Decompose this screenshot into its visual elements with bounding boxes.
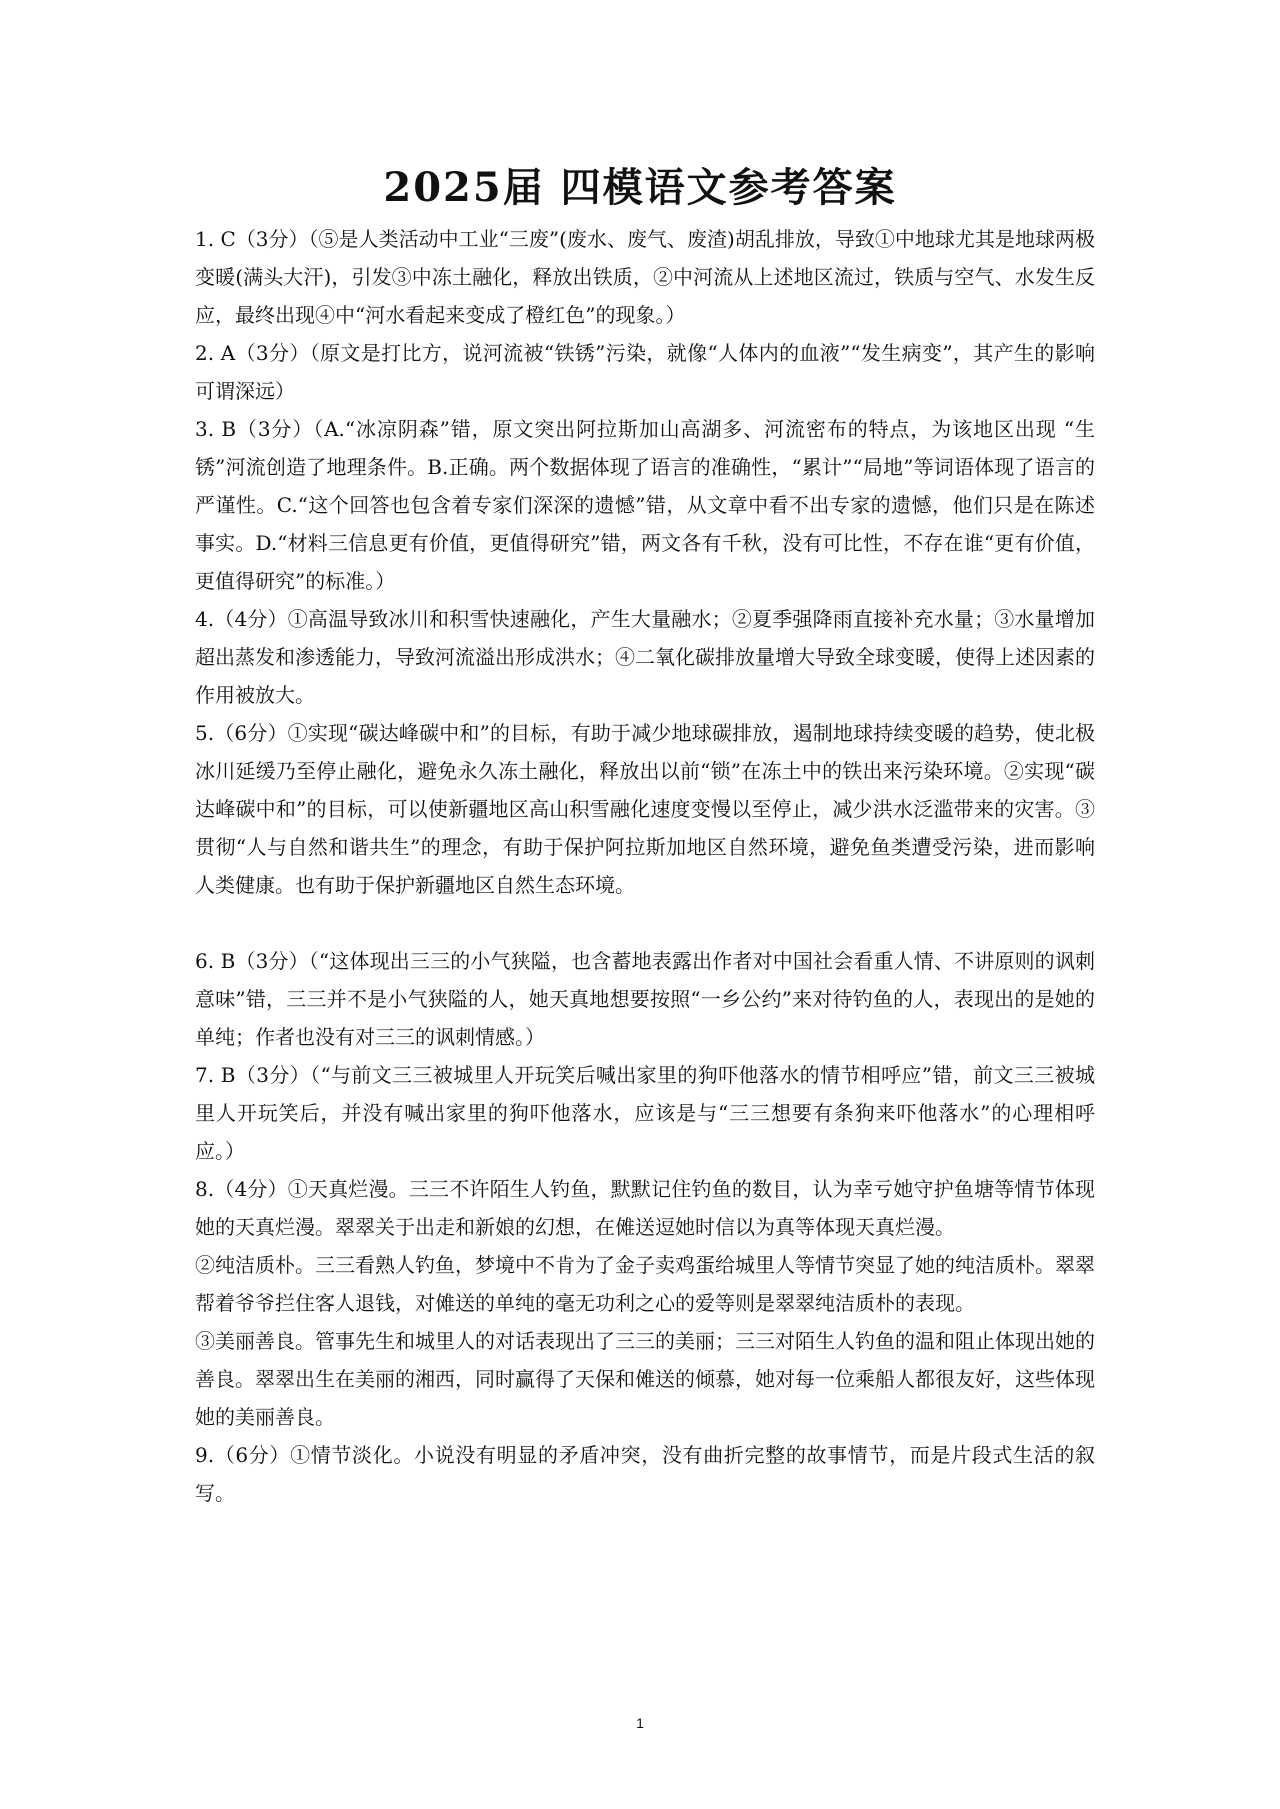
answer-paragraph-q9: 9.（6分）①情节淡化。小说没有明显的矛盾冲突，没有曲折完整的故事情节，而是片段式生活的叙写。 — [195, 1443, 1095, 1505]
page-number: 1 — [636, 1715, 644, 1731]
answer-body — [195, 220, 1095, 1512]
answer-paragraph-q8-point3: ③美丽善良。管事先生和城里人的对话表现出了三三的美丽；三三对陌生人钓鱼的温和阻止体现出她的善良。翠翠出生在美丽的湘西，同时赢得了天保和傩送的倾慕，她对每一位乘船人都很友好，这些体现她的美丽善良。 — [195, 1329, 1095, 1429]
answer-paragraph-q6: 6. B（3分）（“这体现出三三的小气狭隘，也含蓄地表露出作者对中国社会看重人情、不讲原则的讽刺意味”错，三三并不是小气狭隘的人，她天真地想要按照“一乡公约”来对待钓鱼的人，表现出的是她的单纯；作者也没有对三三的讽刺情感。） — [195, 949, 1095, 1049]
answer-paragraph-q7: 7. B（3分）（“与前文三三被城里人开玩笑后喊出家里的狗吓他落水的情节相呼应”错，前文三三被城里人开玩笑后，并没有喊出家里的狗吓他落水，应该是与“三三想要有条狗来吓他落水”的心理相呼应。） — [195, 1063, 1095, 1163]
answer-paragraph-q5: 5.（6分）①实现“碳达峰碳中和”的目标，有助于减少地球碳排放，遏制地球持续变暖的趋势，使北极冰川延缓乃至停止融化，避免永久冻土融化，释放出以前“锁”在冻土中的铁出来污染环境。②实现“碳达峰碳中和”的目标，可以使新疆地区高山积雪融化速度变慢以至停止，减少洪水泛滥带来的灾害。③贯彻“人与自然和谐共生”的理念，有助于保护阿拉斯加地区自然环境，避免鱼类遭受污染，进而影响人类健康。也有助于保护新疆地区自然生态环境。 — [195, 721, 1095, 897]
document-title: 2025届 四模语文参考答案 — [383, 164, 897, 211]
section-gap — [195, 904, 1095, 942]
answer-paragraph-q8-point2: ②纯洁质朴。三三看熟人钓鱼，梦境中不肯为了金子卖鸡蛋给城里人等情节突显了她的纯洁质朴。翠翠帮着爷爷拦住客人退钱，对傩送的单纯的毫无功利之心的爱等则是翠翠纯洁质朴的表现。 — [195, 1253, 1095, 1315]
answer-paragraph-q4: 4.（4分）①高温导致冰川和积雪快速融化，产生大量融水；②夏季强降雨直接补充水量；③水量增加超出蒸发和渗透能力，导致河流溢出形成洪水；④二氧化碳排放量增大导致全球变暖，使得上述因素的作用被放大。 — [195, 607, 1095, 707]
answer-paragraph-q8-point1: 8.（4分）①天真烂漫。三三不许陌生人钓鱼，默默记住钓鱼的数目，认为幸亏她守护鱼塘等情节体现她的天真烂漫。翠翠关于出走和新娘的幻想，在傩送逗她时信以为真等体现天真烂漫。 — [195, 1177, 1095, 1239]
answer-paragraph-q2: 2. A（3分）（原文是打比方，说河流被“铁锈”污染，就像“人体内的血液”“发生病变”，其产生的影响可谓深远） — [195, 341, 1095, 403]
answer-paragraph-q3: 3. B（3分）（A.“冰凉阴森”错，原文突出阿拉斯加山高湖多、河流密布的特点，为该地区出现 “生锈”河流创造了地理条件。B.正确。两个数据体现了语言的准确性，“累计”“局地”等词语体现了语言的严谨性。C.“这个回答也包含着专家们深深的遗憾”错，从文章中看不出专家的遗憾，他们只是在陈述事实。D.“材料三信息更有价值，更值得研究”错，两文各有千秋，没有可比性，不存在谁“更有价值，更值得研究”的标准。） — [195, 417, 1095, 593]
answer-paragraph-q1: 1. C（3分）（⑤是人类活动中工业“三废”(废水、废气、废渣)胡乱排放，导致①中地球尤其是地球两极变暖(满头大汗)，引发③中冻土融化，释放出铁质，②中河流从上述地区流过，铁质与空气、水发生反应，最终出现④中“河水看起来变成了橙红色”的现象。） — [195, 227, 1095, 327]
